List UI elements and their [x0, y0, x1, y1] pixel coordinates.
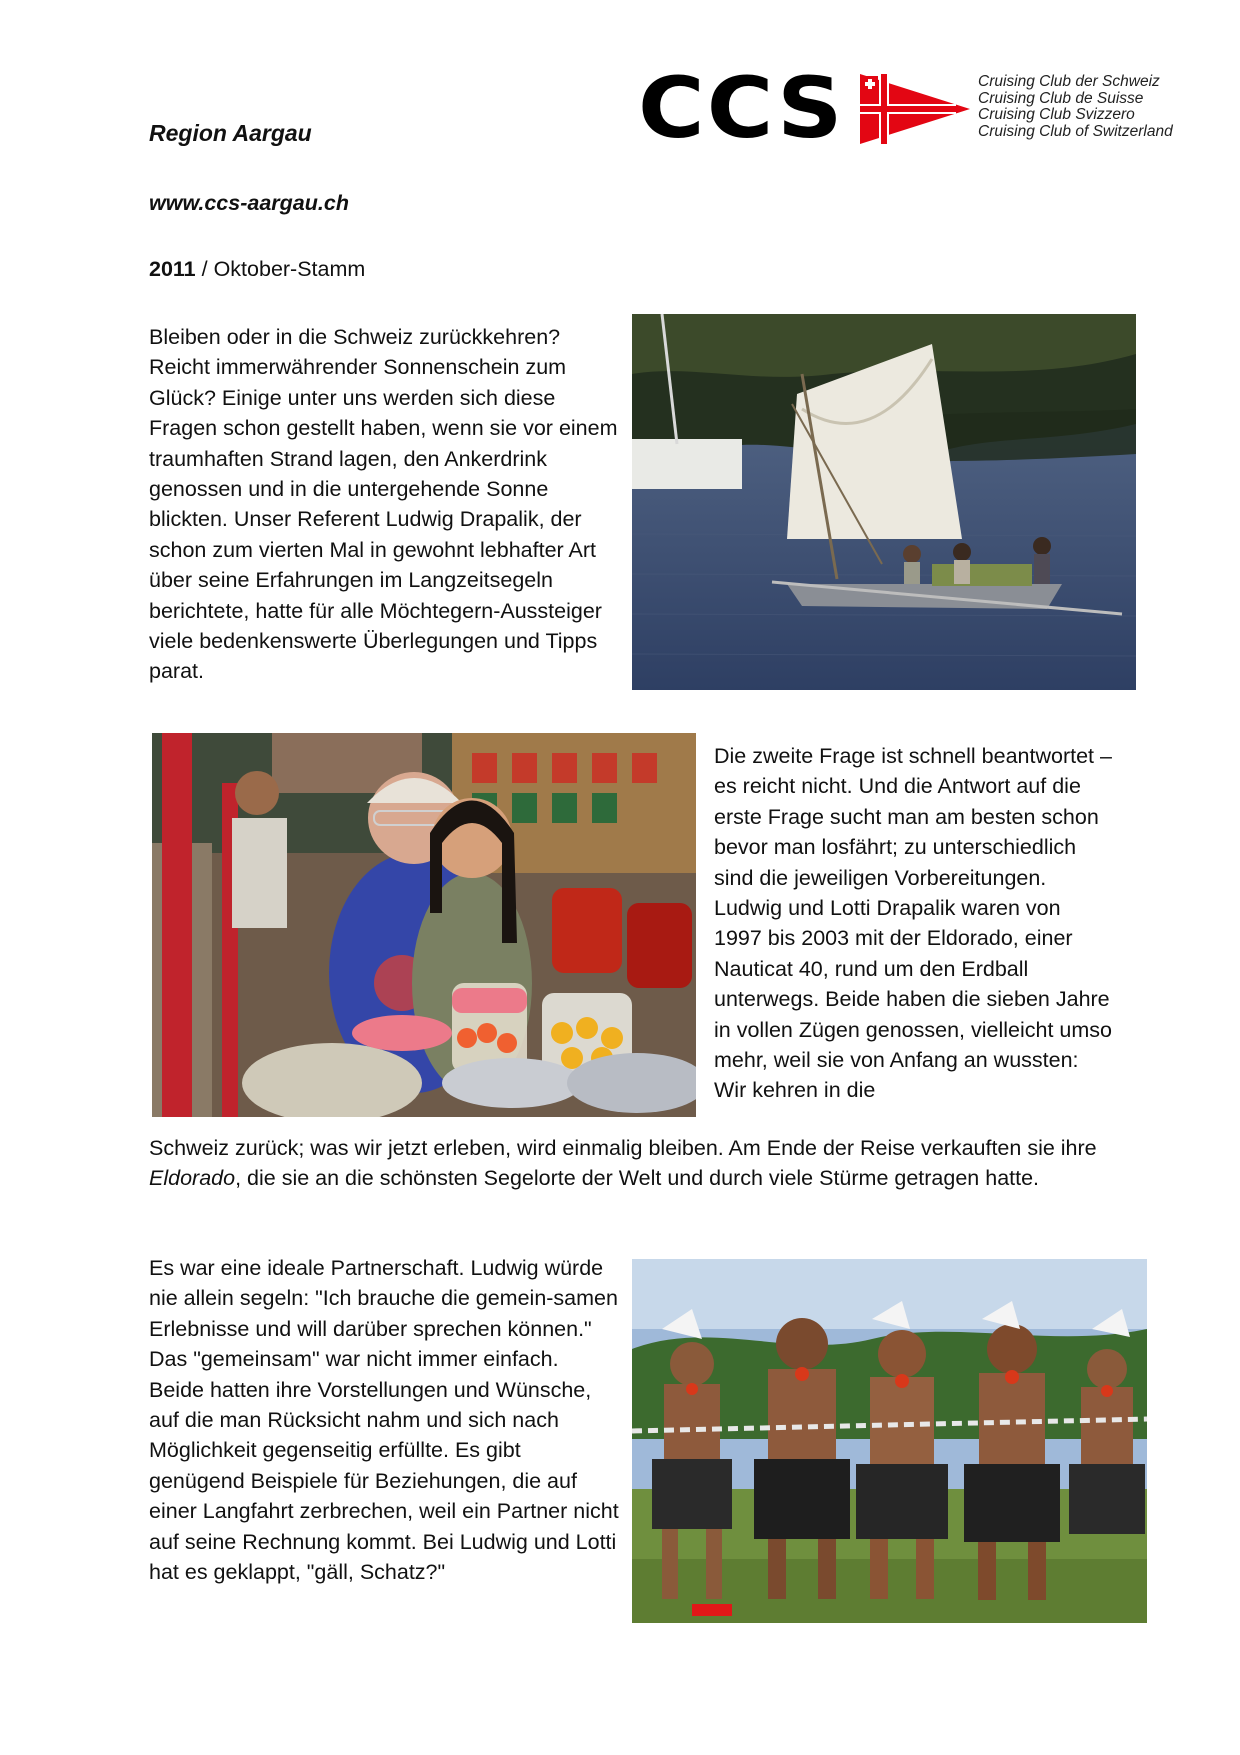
ccs-logo: [638, 59, 1198, 157]
paragraph-2-text-b: , die sie an die schönsten Segelorte der Welt und durch viele Stürme getragen hatte.: [235, 1166, 1040, 1191]
club-name-en: Cruising Club of Switzerland: [978, 122, 1173, 140]
island-dancers-photo: [632, 1259, 1147, 1623]
club-names: [978, 74, 1173, 140]
paragraph-1: Bleiben oder in die Schweiz zurückkehren? Reicht immerwährender Sonnenschein zum Glück? Einige unter uns werden sich diese Fragen schon gestellt haben, wenn sie vor einem traumhaften Strand lagen, den Ankerdrink genossen und in die untergehende Sonne blickten. Unser Referent Ludwig Drapalik, der schon zum vierten Mal in gewohnt lebhafter Art über seine Erfahrungen im Langzeitsegeln berichtete, hatte für alle Möchtegern-Aussteiger viele bedenkenswerte Überlegungen und Tipps parat.: [149, 325, 618, 684]
paragraph-2-continued: [149, 1133, 1099, 1194]
outrigger-canoe-photo: [632, 314, 1136, 690]
club-name-de: Cruising Club der Schweiz: [978, 73, 1160, 90]
region-title: Region Aargau: [149, 120, 312, 146]
boat-name: Eldorado: [149, 1166, 236, 1191]
paragraph-3: Es war eine ideale Partnerschaft. Ludwig würde nie allein segeln: "Ich brauche die gemein-samen Erlebnisse und will darüber sprechen können." Das "gemeinsam" war nicht immer einfach. Beide hatten ihre Vorstellungen und Wünsche, auf die man Rücksicht nahm und sich nach Möglichkeit gegenseitig erfüllte. Es gibt genügend Beispiele für Beziehungen, die auf einer Langfahrt zerbrechen, weil ein Partner nicht auf seine Rechnung kommt. Bei Ludwig und Lotti hat es geklappt, "gäll, Schatz?": [149, 1256, 619, 1585]
website-link[interactable]: www.ccs-aargau.ch: [149, 191, 349, 215]
market-couple-photo: [152, 733, 696, 1117]
year: 2011: [149, 257, 196, 281]
dateline: [149, 257, 365, 282]
ccs-wordmark: CCS: [638, 59, 845, 157]
club-name-it: Cruising Club Svizzero: [978, 106, 1135, 123]
paragraph-2-text-a: Schweiz zurück; was wir jetzt erleben, wird einmalig bleiben. Am Ende der Reise verkauften sie ihre: [149, 1136, 1097, 1160]
paragraph-2-wrapped: Die zweite Frage ist schnell beantwortet – es reicht nicht. Und die Antwort auf die erste Frage sucht man am besten schon bevor man losfährt; zu unterschiedlich sind die jeweiligen Vorbereitungen. Ludwig und Lotti Drapalik waren von 1997 bis 2003 mit der Eldorado, einer Nauticat 40, rund um den Erdball unterwegs. Beide haben die sieben Jahre in vollen Zügen genossen, vielleicht umso mehr, weil sie von Anfang an wussten: Wir kehren in die: [714, 744, 1112, 1103]
swiss-pennant-icon: [860, 74, 970, 144]
event-name: / Oktober-Stamm: [195, 257, 366, 281]
club-name-fr: Cruising Club de Suisse: [978, 89, 1144, 107]
